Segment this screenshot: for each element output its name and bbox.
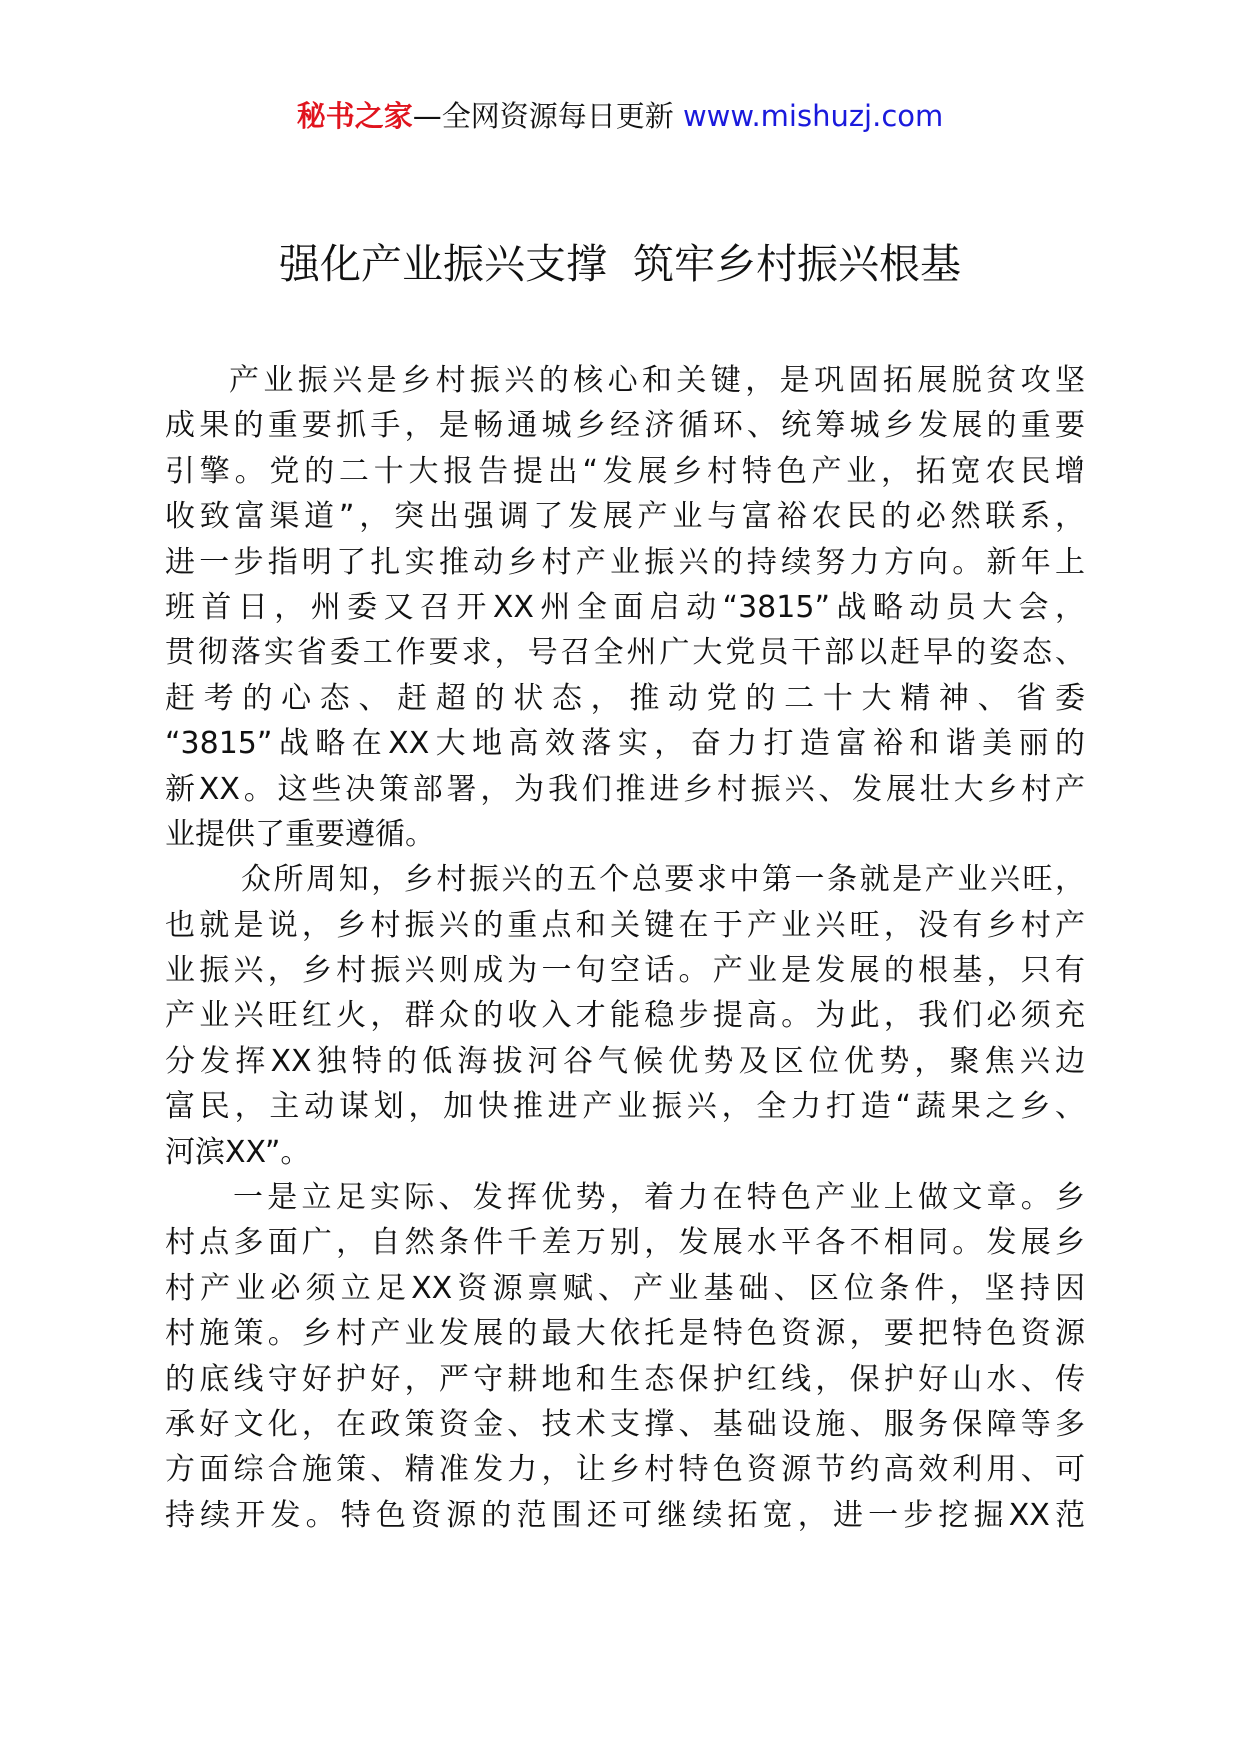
text-line: 方面综合施策、精准发力，让乡村特色资源节约高效利用、可 [165, 1452, 1085, 1488]
text-line: 班首日，州委又召开XX州全面启动“3815”战略动员大会， [165, 589, 1085, 625]
text-line: 富民，主动谋划，加快推进产业振兴，全力打造“蔬果之乡、 [165, 1089, 1085, 1125]
text-line: 业振兴，乡村振兴则成为一句空话。产业是发展的根基，只有 [165, 953, 1085, 989]
article-body [165, 358, 1085, 1538]
text-line: 的底线守好护好，严守耕地和生态保护红线，保护好山水、传 [165, 1361, 1085, 1397]
text-line: 产业兴旺红火，群众的收入才能稳步提高。为此，我们必须充 [165, 998, 1085, 1034]
text-line: 承好文化，在政策资金、技术支撑、基础设施、服务保障等多 [165, 1406, 1085, 1442]
site-banner [0, 96, 1240, 136]
text-line: 赶考的心态、赶超的状态，推动党的二十大精神、省委 [165, 680, 1085, 716]
paragraph-3 [165, 1175, 1085, 1538]
text-line: 成果的重要抓手，是畅通城乡经济循环、统筹城乡发展的重要 [165, 408, 1085, 444]
text-line: 河滨XX”。 [165, 1134, 311, 1170]
paragraph-2 [165, 857, 1085, 1175]
text-line: 业提供了重要遵循。 [165, 816, 435, 852]
paragraph-1 [165, 358, 1085, 857]
text-line: 分发挥XX独特的低海拔河谷气候优势及区位优势，聚焦兴边 [165, 1043, 1085, 1079]
text-line: 村点多面广，自然条件千差万别，发展水平各不相同。发展乡 [165, 1225, 1085, 1261]
text-line: 产业振兴是乡村振兴的核心和关键，是巩固拓展脱贫攻坚 [229, 363, 1085, 398]
site-url-link[interactable]: www.mishuzj.com [682, 99, 944, 133]
text-line: 也就是说，乡村振兴的重点和关键在于产业兴旺，没有乡村产 [165, 907, 1085, 943]
text-line: 一是立足实际、发挥优势，着力在特色产业上做文章。乡 [233, 1180, 1085, 1216]
text-line: 引擎。党的二十大报告提出“发展乡村特色产业，拓宽农民增 [165, 453, 1085, 489]
text-line: 新XX。这些决策部署，为我们推进乡村振兴、发展壮大乡村产 [165, 771, 1085, 807]
site-brand-name: 秘书之家 [296, 99, 413, 133]
text-line: 收致富渠道”，突出强调了发展产业与富裕农民的必然联系， [165, 499, 1085, 535]
text-line: 村产业必须立足XX资源禀赋、产业基础、区位条件，坚持因 [165, 1270, 1085, 1306]
text-line: 贯彻落实省委工作要求，号召全州广大党员干部以赶早的姿态、 [165, 635, 1085, 671]
text-line: 进一步指明了扎实推动乡村产业振兴的持续努力方向。新年上 [165, 544, 1085, 580]
text-line: 持续开发。特色资源的范围还可继续拓宽，进一步挖掘XX范 [165, 1497, 1085, 1533]
text-line: 众所周知，乡村振兴的五个总要求中第一条就是产业兴旺， [241, 862, 1085, 898]
document-title: 强化产业振兴支撑 筑牢乡村振兴根基 [278, 240, 962, 288]
text-line: “3815”战略在XX大地高效落实，奋力打造富裕和谐美丽的 [165, 726, 1085, 762]
text-line: 村施策。乡村产业发展的最大依托是特色资源，要把特色资源 [165, 1316, 1085, 1352]
site-slogan: —全网资源每日更新 [412, 99, 683, 133]
